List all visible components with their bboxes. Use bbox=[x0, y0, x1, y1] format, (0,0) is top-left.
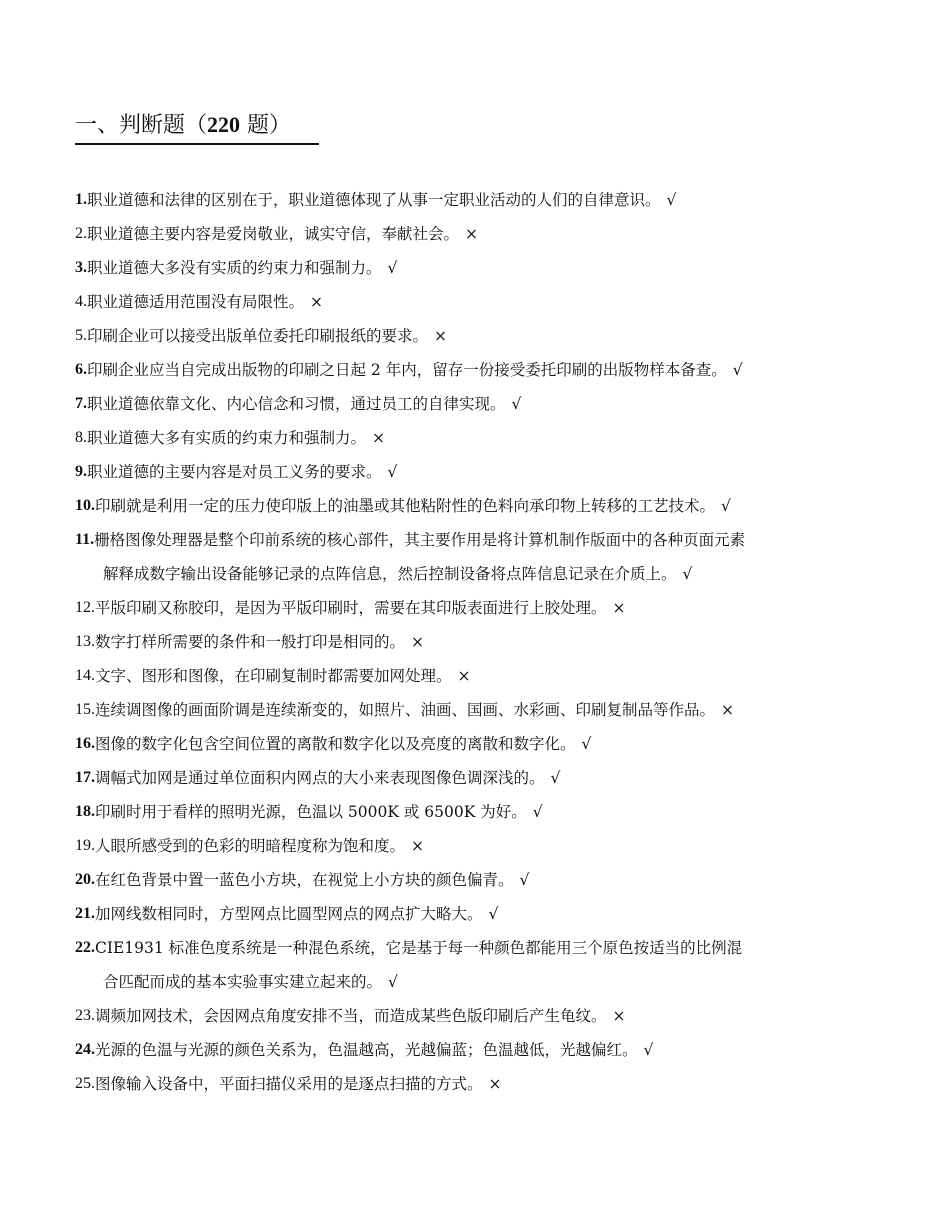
answer-mark: × bbox=[411, 837, 425, 855]
question-number: 16. bbox=[75, 735, 95, 752]
question-number: 18. bbox=[75, 803, 95, 820]
answer-mark: √ bbox=[581, 735, 592, 753]
question-number: 7. bbox=[75, 395, 87, 412]
question-item bbox=[75, 421, 875, 455]
answer-mark: × bbox=[612, 599, 626, 617]
question-text: 图像的数字化包含空间位置的离散和数字化以及亮度的离散和数字化。 bbox=[95, 735, 576, 753]
section-heading bbox=[75, 110, 319, 145]
section-heading-prefix: 一、判断题（ bbox=[75, 113, 208, 138]
question-number: 5. bbox=[75, 327, 87, 344]
section-heading-suffix: 题） bbox=[240, 113, 292, 138]
question-number: 4. bbox=[75, 293, 87, 310]
question-number: 17. bbox=[75, 769, 95, 786]
question-item bbox=[75, 319, 875, 353]
question-item bbox=[75, 625, 875, 659]
question-text: 印刷企业可以接受出版单位委托印刷报纸的要求。 bbox=[87, 327, 429, 345]
question-item bbox=[75, 591, 875, 625]
question-item bbox=[75, 523, 875, 591]
question-item bbox=[75, 455, 875, 489]
question-item bbox=[75, 1067, 875, 1101]
question-number: 11. bbox=[75, 531, 95, 548]
answer-mark: √ bbox=[388, 973, 398, 991]
question-number: 13. bbox=[75, 633, 95, 650]
question-item bbox=[75, 897, 875, 931]
answer-mark: √ bbox=[721, 497, 731, 515]
question-number: 19. bbox=[75, 837, 95, 854]
question-number: 22. bbox=[75, 939, 95, 956]
question-text: CIE1931 标准色度系统是一种混色系统，它是基于每一种颜色都能用三个原色按适当的比例混 bbox=[95, 939, 743, 957]
question-number: 21. bbox=[75, 905, 95, 922]
question-item bbox=[75, 217, 875, 251]
answer-mark: × bbox=[457, 667, 471, 685]
answer-mark: √ bbox=[488, 905, 499, 923]
question-number: 3. bbox=[75, 259, 87, 276]
answer-mark: × bbox=[411, 633, 425, 651]
question-text: 职业道德适用范围没有局限性。 bbox=[87, 293, 305, 311]
question-item bbox=[75, 1033, 875, 1067]
answer-mark: √ bbox=[643, 1041, 654, 1059]
question-item bbox=[75, 761, 875, 795]
question-item bbox=[75, 251, 875, 285]
question-number: 14. bbox=[75, 667, 95, 684]
question-text: 调频加网技术，会因网点角度安排不当，而造成某些色版印刷后产生龟纹。 bbox=[95, 1007, 607, 1025]
question-text-continuation-content: 合匹配而成的基本实验事实建立起来的。 bbox=[103, 973, 383, 991]
question-item bbox=[75, 387, 875, 421]
answer-mark: × bbox=[434, 327, 448, 345]
question-number: 20. bbox=[75, 871, 95, 888]
question-item bbox=[75, 829, 875, 863]
question-text: 职业道德的主要内容是对员工义务的要求。 bbox=[87, 463, 382, 481]
question-text: 加网线数相同时，方型网点比圆型网点的网点扩大略大。 bbox=[95, 905, 483, 923]
question-item bbox=[75, 353, 875, 387]
question-number: 23. bbox=[75, 1007, 95, 1024]
question-text: 图像输入设备中，平面扫描仪采用的是逐点扫描的方式。 bbox=[95, 1075, 483, 1093]
question-text-continuation bbox=[75, 557, 875, 591]
question-text: 在红色背景中置一蓝色小方块，在视觉上小方块的颜色偏青。 bbox=[95, 871, 514, 889]
question-number: 24. bbox=[75, 1041, 95, 1058]
question-number: 12. bbox=[75, 599, 95, 616]
question-text-continuation-content: 解释成数字输出设备能够记录的点阵信息，然后控制设备将点阵信息记录在介质上。 bbox=[103, 565, 677, 583]
question-text: 人眼所感受到的色彩的明暗程度称为饱和度。 bbox=[95, 837, 406, 855]
question-text: 职业道德大多没有实质的约束力和强制力。 bbox=[87, 259, 382, 277]
question-item bbox=[75, 727, 875, 761]
question-number: 10. bbox=[75, 497, 95, 514]
answer-mark: × bbox=[488, 1075, 502, 1093]
answer-mark: √ bbox=[519, 871, 530, 889]
question-text: 职业道德依靠文化、内心信念和习惯，通过员工的自律实现。 bbox=[87, 395, 506, 413]
answer-mark: √ bbox=[532, 803, 543, 821]
question-number: 15. bbox=[75, 701, 95, 718]
question-number: 8. bbox=[75, 429, 87, 446]
answer-mark: √ bbox=[732, 361, 743, 379]
question-list bbox=[75, 183, 875, 1101]
question-item bbox=[75, 931, 875, 999]
question-text: 平版印刷又称胶印，是因为平版印刷时，需要在其印版表面进行上胶处理。 bbox=[95, 599, 607, 617]
answer-mark: × bbox=[372, 429, 386, 447]
answer-mark: × bbox=[612, 1007, 626, 1025]
question-item bbox=[75, 489, 875, 523]
question-text-continuation bbox=[75, 965, 875, 999]
answer-mark: × bbox=[465, 225, 479, 243]
question-item bbox=[75, 285, 875, 319]
question-item bbox=[75, 999, 875, 1033]
question-text: 印刷时用于看样的照明光源，色温以 5000K 或 6500K 为好。 bbox=[95, 803, 527, 821]
question-number: 25. bbox=[75, 1075, 95, 1092]
question-number: 9. bbox=[75, 463, 87, 480]
question-text: 光源的色温与光源的颜色关系为，色温越高，光越偏蓝；色温越低，光越偏红。 bbox=[95, 1041, 638, 1059]
answer-mark: × bbox=[310, 293, 324, 311]
answer-mark: √ bbox=[511, 395, 522, 413]
section-heading-count: 220 bbox=[207, 112, 241, 137]
question-item bbox=[75, 795, 875, 829]
question-item bbox=[75, 693, 875, 727]
question-number: 6. bbox=[75, 361, 87, 378]
question-text: 连续调图像的画面阶调是连续渐变的，如照片、油画、国画、水彩画、印刷复制品等作品。 bbox=[95, 701, 716, 719]
answer-mark: × bbox=[721, 701, 735, 719]
question-item bbox=[75, 183, 875, 217]
question-item bbox=[75, 659, 875, 693]
question-number: 1. bbox=[75, 191, 87, 208]
question-text: 职业道德和法律的区别在于，职业道德体现了从事一定职业活动的人们的自律意识。 bbox=[87, 191, 661, 209]
question-text: 印刷就是利用一定的压力使印版上的油墨或其他粘附性的色料向承印物上转移的工艺技术。 bbox=[95, 497, 716, 515]
answer-mark: √ bbox=[550, 769, 561, 787]
answer-mark: √ bbox=[387, 463, 398, 481]
question-text: 职业道德大多有实质的约束力和强制力。 bbox=[87, 429, 367, 447]
question-text: 调幅式加网是通过单位面积内网点的大小来表现图像色调深浅的。 bbox=[95, 769, 545, 787]
question-text: 栅格图像处理器是整个印前系统的核心部件，其主要作用是将计算机制作版面中的各种页面元素 bbox=[94, 531, 746, 549]
answer-mark: √ bbox=[682, 565, 693, 583]
question-text: 职业道德主要内容是爱岗敬业，诚实守信，奉献社会。 bbox=[87, 225, 460, 243]
answer-mark: √ bbox=[387, 259, 398, 277]
question-number: 2. bbox=[75, 225, 87, 242]
answer-mark: √ bbox=[666, 191, 677, 209]
question-text: 数字打样所需要的条件和一般打印是相同的。 bbox=[95, 633, 406, 651]
question-text: 印刷企业应当自完成出版物的印刷之日起 2 年内，留存一份接受委托印刷的出版物样本备查。 bbox=[87, 361, 727, 379]
question-text: 文字、图形和图像，在印刷复制时都需要加网处理。 bbox=[95, 667, 452, 685]
question-item bbox=[75, 863, 875, 897]
